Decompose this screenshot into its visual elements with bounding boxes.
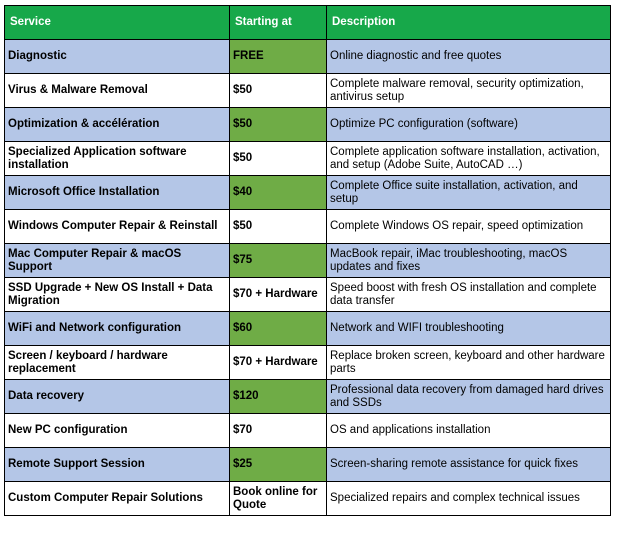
description-cell: OS and applications installation [327,414,611,448]
table-row [5,108,611,142]
table-row [5,346,611,380]
table-row [5,380,611,414]
description-cell: Professional data recovery from damaged hard drives and SSDs [327,380,611,414]
pricing-table [4,5,611,516]
price-cell: $70 + Hardware [230,278,327,312]
table-row [5,176,611,210]
service-cell: New PC configuration [5,414,230,448]
header-service: Service [5,6,230,40]
table-row [5,244,611,278]
table-row [5,210,611,244]
table-row [5,40,611,74]
description-cell: Specialized repairs and complex technical issues [327,482,611,516]
service-cell: Windows Computer Repair & Reinstall [5,210,230,244]
service-cell: Diagnostic [5,40,230,74]
service-cell: Custom Computer Repair Solutions [5,482,230,516]
table-row [5,414,611,448]
price-cell: $50 [230,142,327,176]
description-cell: Complete malware removal, security optimization, antivirus setup [327,74,611,108]
header-row [5,6,611,40]
service-cell: Microsoft Office Installation [5,176,230,210]
service-cell: Virus & Malware Removal [5,74,230,108]
service-cell: SSD Upgrade + New OS Install + Data Migration [5,278,230,312]
service-cell: Specialized Application software installation [5,142,230,176]
service-cell: Mac Computer Repair & macOS Support [5,244,230,278]
table-body [5,40,611,516]
description-cell: MacBook repair, iMac troubleshooting, macOS updates and fixes [327,244,611,278]
table-row [5,448,611,482]
description-cell: Complete Office suite installation, activation, and setup [327,176,611,210]
description-cell: Replace broken screen, keyboard and other hardware parts [327,346,611,380]
table-header [5,6,611,40]
table-row [5,74,611,108]
description-cell: Complete application software installation, activation, and setup (Adobe Suite, AutoCAD …) [327,142,611,176]
service-cell: Remote Support Session [5,448,230,482]
header-starting-at: Starting at [230,6,327,40]
price-cell: $50 [230,210,327,244]
table-row [5,278,611,312]
service-cell: Optimization & accélération [5,108,230,142]
description-cell: Network and WIFI troubleshooting [327,312,611,346]
price-cell: FREE [230,40,327,74]
description-cell: Online diagnostic and free quotes [327,40,611,74]
table-row [5,312,611,346]
price-cell: $60 [230,312,327,346]
price-cell: $120 [230,380,327,414]
service-cell: Screen / keyboard / hardware replacement [5,346,230,380]
description-cell: Complete Windows OS repair, speed optimization [327,210,611,244]
description-cell: Speed boost with fresh OS installation and complete data transfer [327,278,611,312]
description-cell: Screen-sharing remote assistance for quick fixes [327,448,611,482]
table-row [5,482,611,516]
description-cell: Optimize PC configuration (software) [327,108,611,142]
price-cell: $50 [230,74,327,108]
price-cell: Book online for Quote [230,482,327,516]
price-cell: $75 [230,244,327,278]
service-cell: Data recovery [5,380,230,414]
table-row [5,142,611,176]
header-description: Description [327,6,611,40]
price-cell: $25 [230,448,327,482]
price-cell: $50 [230,108,327,142]
price-cell: $70 + Hardware [230,346,327,380]
price-cell: $70 [230,414,327,448]
service-cell: WiFi and Network configuration [5,312,230,346]
price-cell: $40 [230,176,327,210]
pricing-table-container [4,5,610,516]
